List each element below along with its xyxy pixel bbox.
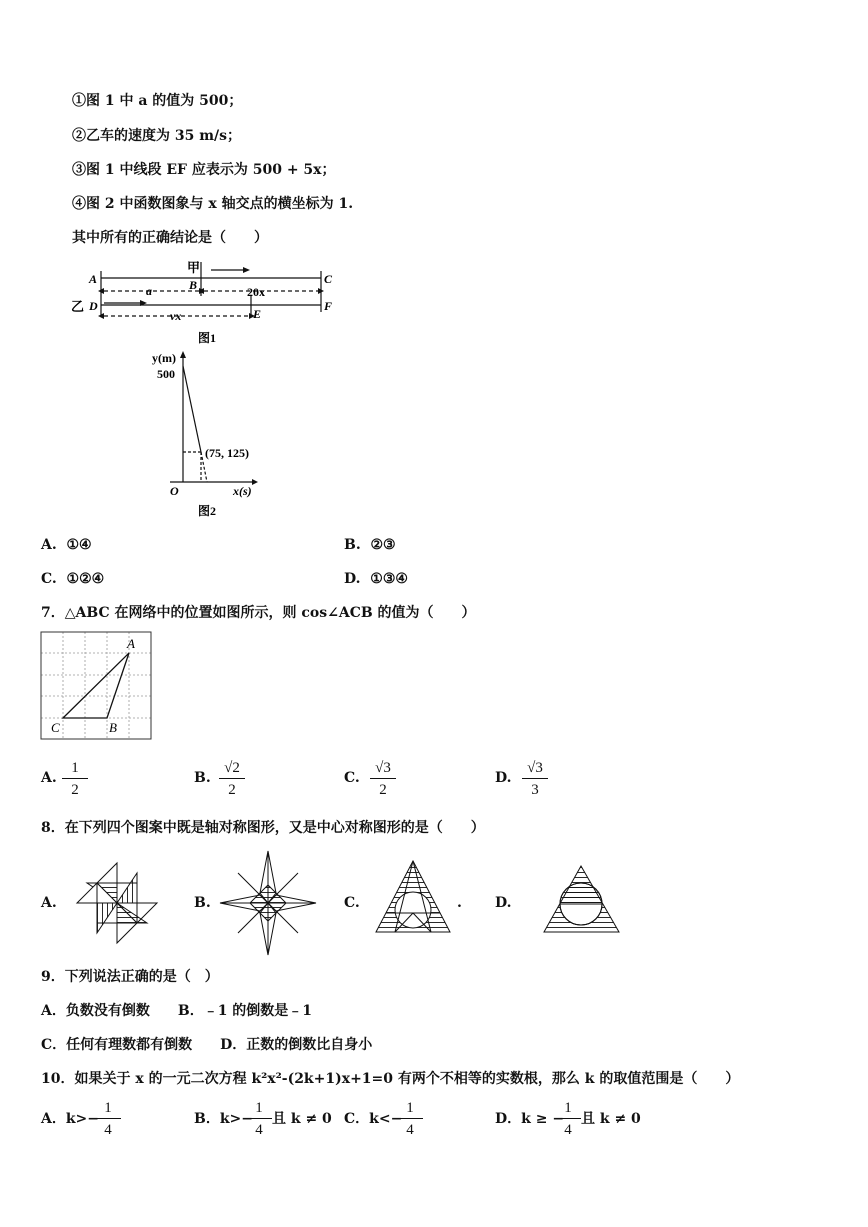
label-c: C	[324, 272, 333, 286]
jia-label: 甲	[187, 260, 201, 275]
q9-stem: 9．下列说法正确的是（ ）	[41, 969, 219, 985]
q7-option-d-fraction[interactable]: $\frac{√3}{3}$	[522, 758, 548, 799]
triangle-circle-pattern-2	[544, 866, 619, 932]
q6-option-d[interactable]: D. ①③④	[344, 571, 408, 587]
figure2-caption: 图2	[198, 504, 217, 518]
q7-option-b-letter[interactable]: B.	[194, 770, 211, 786]
segment-20x-label: 20x	[247, 285, 265, 299]
q7-option-a-letter[interactable]: A.	[41, 770, 57, 786]
statement-3: ③图 1 中线段 EF 应表示为 500 + 5x；	[72, 162, 336, 178]
y-axis-label: y(m)	[152, 351, 176, 365]
label-a: A	[89, 272, 98, 286]
q6-option-a[interactable]: A. ①④	[41, 537, 92, 553]
q8-option-a-letter[interactable]: A.	[41, 895, 57, 911]
q8-separator-dot: .	[457, 895, 462, 911]
vertex-c: C	[51, 720, 60, 735]
pinwheel-pattern	[77, 863, 157, 943]
q8-option-d-letter[interactable]: D.	[495, 895, 512, 911]
label-e: E	[253, 307, 262, 321]
label-f: F	[324, 299, 333, 313]
q10-option-d[interactable]: D．k ≥ −	[495, 1111, 565, 1127]
y-tick-500: 500	[157, 367, 175, 381]
triangle-circle-pattern	[376, 861, 450, 932]
point-label: (75, 125)	[205, 446, 249, 460]
q10-option-d-suffix: 且 k ≠ 0	[581, 1111, 641, 1127]
q10-option-b-suffix: 且 k ≠ 0	[272, 1111, 332, 1127]
q6-option-c[interactable]: C. ①②④	[41, 571, 105, 587]
statement-2: ②乙车的速度为 35 m/s；	[72, 128, 242, 144]
figure1-caption: 图1	[198, 331, 217, 345]
q10-option-b-fraction[interactable]: $\frac{1}{4}$	[246, 1098, 272, 1139]
q6-option-b[interactable]: B. ②③	[344, 537, 396, 553]
q7-option-a-fraction[interactable]: $\frac{1}{2}$	[62, 758, 88, 799]
q7-option-c-letter[interactable]: C.	[344, 770, 360, 786]
q7-option-d-letter[interactable]: D.	[495, 770, 512, 786]
statement-4: ④图 2 中函数图象与 x 轴交点的横坐标为 1.	[72, 196, 354, 212]
q10-option-d-fraction[interactable]: $\frac{1}{4}$	[555, 1098, 581, 1139]
label-b: B	[189, 278, 198, 292]
q10-option-a-fraction[interactable]: $\frac{1}{4}$	[95, 1098, 121, 1139]
statement-1: ①图 1 中 a 的值为 500；	[72, 93, 243, 109]
segment-vx-label: vx	[170, 309, 182, 323]
q10-stem: 10．如果关于 x 的一元二次方程 k²x²-(2k+1)x+1=0 有两个不相等的实数根，那么 k 的取值范围是（ ）	[41, 1071, 740, 1087]
q6-stem: 其中所有的正确结论是（ ）	[72, 230, 268, 246]
q7-option-c-fraction[interactable]: $\frac{√3}{2}$	[370, 758, 396, 799]
q7-option-b-fraction[interactable]: $\frac{√2}{2}$	[219, 758, 245, 799]
q10-option-c[interactable]: C．k<−	[344, 1111, 403, 1127]
origin-label: O	[170, 484, 179, 498]
x-axis-label: x(s)	[233, 484, 252, 498]
q8-option-c-letter[interactable]: C.	[344, 895, 360, 911]
label-d: D	[89, 299, 98, 313]
q9-options-ab[interactable]: A．负数没有倒数 B．﹣1 的倒数是﹣1	[41, 1003, 313, 1019]
segment-a-label: a	[146, 284, 152, 298]
q10-option-a[interactable]: A．k>−	[41, 1111, 100, 1127]
q8-stem: 8．在下列四个图案中既是轴对称图形，又是中心对称图形的是（ ）	[41, 820, 485, 836]
vertex-a: A	[127, 636, 135, 651]
q10-option-b[interactable]: B．k>−	[194, 1111, 253, 1127]
compass-star-pattern	[220, 851, 316, 955]
vertex-b: B	[109, 720, 117, 735]
q10-option-c-fraction[interactable]: $\frac{1}{4}$	[397, 1098, 423, 1139]
q8-option-b-letter[interactable]: B.	[194, 895, 211, 911]
q9-options-cd[interactable]: C．任何有理数都有倒数 D．正数的倒数比自身小	[41, 1037, 373, 1053]
q7-stem: 7．△ABC 在网络中的位置如图所示，则 cos∠ACB 的值为（ ）	[41, 605, 476, 621]
yi-label: 乙	[71, 299, 85, 314]
